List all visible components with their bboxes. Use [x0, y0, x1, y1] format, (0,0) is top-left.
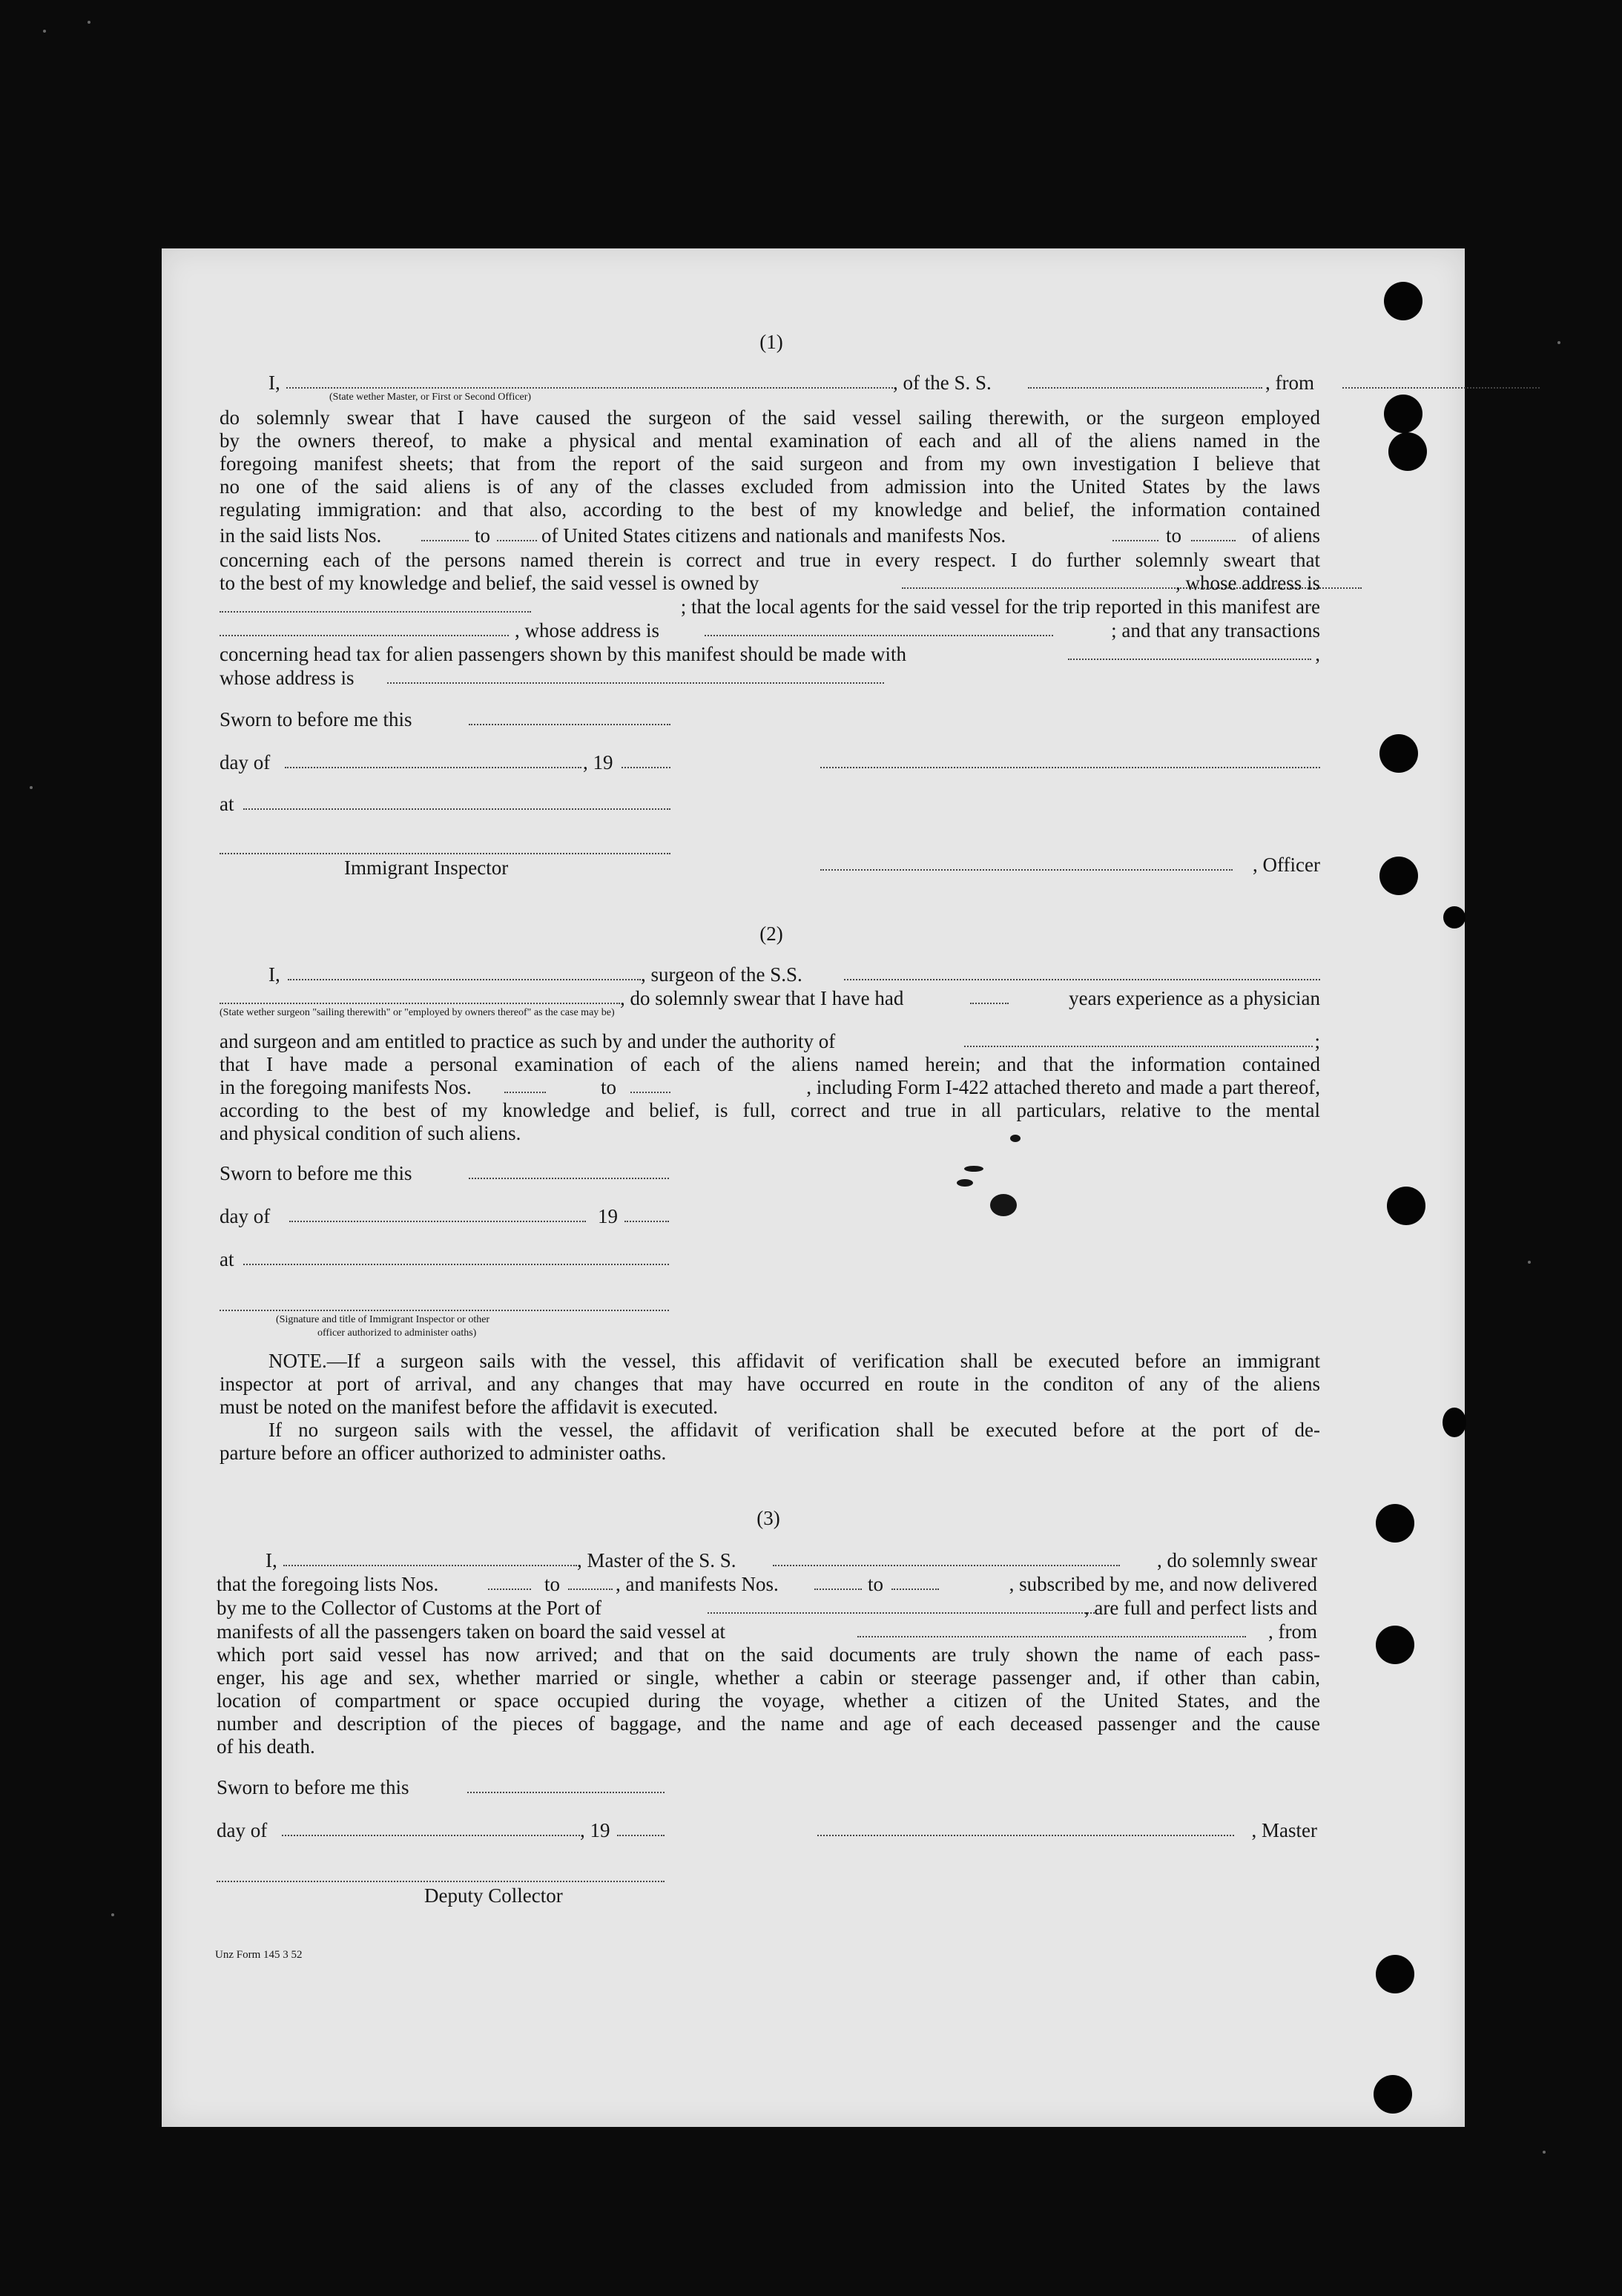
- master-name-field[interactable]: [283, 1559, 577, 1566]
- section-2-number: (2): [759, 923, 783, 945]
- agent-address-line: [220, 618, 1320, 642]
- label-i: I,: [266, 1549, 277, 1571]
- list-to-field[interactable]: [568, 1583, 613, 1590]
- sworn-line: [217, 1775, 1317, 1799]
- to-label: to: [475, 524, 491, 547]
- list-from-field[interactable]: [421, 534, 469, 541]
- day-of-label: day of: [220, 751, 271, 773]
- surgeon-name-field[interactable]: [288, 973, 641, 980]
- scan-speck: [1557, 341, 1560, 344]
- manifest-to-field[interactable]: [630, 1086, 670, 1093]
- manifest-from-field[interactable]: [504, 1086, 546, 1093]
- place-field[interactable]: [243, 1258, 669, 1265]
- vessel-name-field[interactable]: [1028, 381, 1262, 389]
- signature-note-2: officer authorized to administer oaths): [317, 1327, 477, 1339]
- owned-label: to the best of my knowledge and belief, the said vessel is owned by: [220, 572, 759, 594]
- month-field[interactable]: [289, 1215, 586, 1222]
- to-label: to: [1166, 524, 1182, 547]
- manifest-to-field[interactable]: [1191, 534, 1236, 541]
- lists-label: that the foregoing lists Nos.: [217, 1573, 439, 1595]
- place-field[interactable]: [243, 802, 670, 810]
- scan-speck: [1528, 1261, 1531, 1264]
- manifest-to-field[interactable]: [891, 1583, 939, 1590]
- form-label: , including Form I-422 attached thereto and made a part thereof,: [806, 1076, 1320, 1098]
- scan-speck: [1543, 2151, 1546, 2154]
- boarded-label: manifests of all the passengers taken on board the said vessel at: [217, 1620, 726, 1643]
- year-field[interactable]: [624, 1215, 669, 1222]
- sworn-label: Sworn to before me this: [220, 708, 412, 730]
- month-field[interactable]: [282, 1829, 580, 1836]
- address-label: , whose address is: [1176, 572, 1320, 594]
- at-line: [220, 792, 1320, 816]
- body-line: regulating immigration: and that also, according to the best of my knowledge and belief, the information contained: [220, 498, 1320, 521]
- punch-hole: [1388, 432, 1427, 471]
- swear-label: , do solemnly swear: [1157, 1549, 1317, 1571]
- sworn-label: Sworn to before me this: [220, 1162, 412, 1184]
- day-of-line: [220, 1204, 1320, 1228]
- body-line: location of compartment or space occupied during the voyage, whether a citizen of the United States, and the: [217, 1689, 1320, 1712]
- punch-hole: [1379, 734, 1418, 773]
- signature-note-1: (Signature and title of Immigrant Inspector or other: [276, 1314, 490, 1325]
- authority-line: [220, 1029, 1320, 1053]
- punch-hole: [1387, 1187, 1425, 1225]
- surgeon-intro-line: [220, 963, 1320, 986]
- sworn-label: Sworn to before me this: [217, 1776, 409, 1798]
- label-i: I,: [268, 372, 280, 394]
- punch-hole: [1374, 2075, 1412, 2114]
- at-label: at: [220, 1248, 234, 1270]
- official-signature-field[interactable]: [220, 1304, 669, 1311]
- manifest-from-field[interactable]: [814, 1583, 862, 1590]
- lists-line: [217, 1572, 1317, 1596]
- manifests-label: , and manifests Nos.: [616, 1573, 779, 1595]
- body-line: foregoing manifest sheets; that from the report of the said surgeon and from my own investigation I believe that: [220, 452, 1320, 475]
- surgeon-status-field[interactable]: [220, 997, 620, 1004]
- experience-label: years experience as a physician: [1069, 987, 1320, 1009]
- sworn-date-field[interactable]: [469, 718, 670, 725]
- headtax-label: concerning head tax for alien passengers shown by this manifest should be made with: [220, 643, 907, 665]
- scan-speck: [88, 21, 90, 24]
- at-label: at: [220, 793, 234, 815]
- scan-speck: [43, 30, 46, 33]
- headtax-agent-field[interactable]: [1068, 653, 1311, 660]
- officer-name-field[interactable]: [286, 381, 893, 389]
- officer-note: (State wether Master, or First or Second Officer): [329, 392, 532, 403]
- edge-tab: [1443, 906, 1466, 928]
- note-line: If no surgeon sails with the vessel, the affidavit of verification shall be executed before at the port of de-: [268, 1419, 1320, 1441]
- body-line: which port said vessel has now arrived; and that on the said documents are truly shown the name of each pass-: [217, 1643, 1320, 1666]
- edge-tab: [1443, 1408, 1466, 1437]
- officer-line: [220, 853, 1320, 877]
- punch-hole: [1384, 282, 1422, 320]
- master-label: , Master: [1251, 1819, 1317, 1841]
- day-of-label: day of: [220, 1205, 271, 1227]
- collector-label-line: [217, 1881, 1317, 1907]
- section-1-number: (1): [759, 331, 783, 353]
- note-line: parture before an officer authorized to administer oaths.: [220, 1442, 667, 1464]
- label-from: , from: [1265, 372, 1314, 394]
- body-line: and physical condition of such aliens.: [220, 1122, 521, 1144]
- vessel-name-field[interactable]: [773, 1559, 1120, 1566]
- punch-hole: [1384, 395, 1422, 433]
- officer-signature-line[interactable]: [820, 863, 1233, 871]
- agent-address-field[interactable]: [705, 629, 1053, 636]
- owned-line: [220, 571, 1320, 595]
- section-3-number: (3): [756, 1507, 780, 1529]
- lists-line: [220, 524, 1320, 547]
- master-of-label: , Master of the S. S.: [577, 1549, 736, 1571]
- punch-hole: [1376, 1955, 1414, 1993]
- boarded-line: [217, 1620, 1317, 1643]
- to-label: to: [544, 1573, 561, 1595]
- aliens-label: of aliens: [1251, 524, 1320, 547]
- authority-field[interactable]: [964, 1040, 1313, 1047]
- port-field[interactable]: [708, 1606, 1095, 1614]
- body-line: according to the best of my knowledge and belief, is full, correct and true in all particulars, relative to the mental: [220, 1099, 1320, 1121]
- body-line: enger, his age and sex, whether married or single, whether a cabin or steerage passenger and, if other than cabin,: [217, 1666, 1320, 1689]
- master-signature-field[interactable]: [817, 1829, 1234, 1836]
- label-i: I,: [268, 963, 280, 986]
- list-to-field[interactable]: [497, 534, 537, 541]
- scan-speck: [30, 786, 33, 789]
- agents-line: [220, 595, 1320, 618]
- master-intro-line: [217, 1548, 1317, 1572]
- body-line: no one of the said aliens is of any of the classes excluded from admission into the United States by the laws: [220, 475, 1320, 498]
- comma: ,: [1315, 643, 1320, 665]
- manifests-label: in the foregoing manifests Nos.: [220, 1076, 472, 1098]
- scan-speck: [111, 1913, 114, 1916]
- inspector-label: Immigrant Inspector: [344, 857, 509, 879]
- surgeon-of-label: , surgeon of the S.S.: [641, 963, 802, 986]
- whose-address-line: [220, 666, 1320, 690]
- collector-label: by me to the Collector of Customs at the Port of: [217, 1597, 601, 1619]
- body-line: by the owners thereof, to make a physical and mental examination of each and all of the aliens named in the: [220, 429, 1320, 452]
- address-label: whose address is: [220, 667, 355, 689]
- vessel-name-field[interactable]: [844, 973, 1320, 980]
- sworn-line: [220, 707, 1320, 731]
- from-label: , from: [1268, 1620, 1317, 1643]
- officer-label: , Officer: [1253, 854, 1320, 876]
- owner-address-field[interactable]: [220, 605, 531, 613]
- sworn-date-field[interactable]: [469, 1172, 669, 1179]
- deputy-collector-label: Deputy Collector: [424, 1884, 563, 1907]
- swear-label: , do solemnly swear that I have had: [620, 987, 904, 1009]
- note-line: NOTE.—If a surgeon sails with the vessel, this affidavit of verification shall be executed before an immigrant: [268, 1350, 1320, 1372]
- day-of-label: day of: [217, 1819, 268, 1841]
- note-line: must be noted on the manifest before the affidavit is executed.: [220, 1396, 719, 1418]
- port-from-field[interactable]: [1342, 381, 1540, 389]
- list-from-field[interactable]: [488, 1583, 531, 1590]
- body-line: do solemnly swear that I have caused the surgeon of the said vessel sailing therewith, or the surgeon employed: [220, 406, 1320, 429]
- form-number: Unz Form 145 3 52: [215, 1949, 303, 1961]
- officer-signature-field[interactable]: [820, 761, 1320, 768]
- headtax-line: [220, 642, 1320, 666]
- lists-label: in the said lists Nos.: [220, 524, 382, 547]
- headtax-address-field[interactable]: [387, 676, 884, 684]
- at-line: [220, 1247, 1320, 1271]
- manifest-from-field[interactable]: [1112, 534, 1158, 541]
- sworn-line: [220, 1161, 1320, 1185]
- to-label: to: [868, 1573, 884, 1595]
- perfect-lists-label: , are full and perfect lists and: [1084, 1597, 1317, 1619]
- body-line: concerning each of the persons named therein is correct and true in every respect. I do further solemnly sweart that: [220, 549, 1320, 571]
- year-field[interactable]: [622, 761, 670, 768]
- to-label: to: [601, 1076, 617, 1098]
- body-line: number and description of the pieces of baggage, and the name and age of each deceased passenger and the cause: [217, 1712, 1320, 1735]
- agents-field[interactable]: [220, 629, 509, 636]
- lists-label-2: of United States citizens and nationals and manifests Nos.: [541, 524, 1006, 547]
- sworn-date-field[interactable]: [467, 1786, 665, 1793]
- day-of-line: [220, 751, 1320, 774]
- punch-hole: [1379, 857, 1418, 895]
- address-label: , whose address is: [515, 619, 659, 641]
- body-line: of his death.: [217, 1735, 315, 1758]
- years-field[interactable]: [970, 997, 1009, 1004]
- year-field[interactable]: [617, 1829, 665, 1836]
- surgeon-note: (State wether surgeon "sailing therewith" or "employed by owners thereof" as the case may be): [220, 1007, 615, 1018]
- month-field[interactable]: [285, 761, 581, 768]
- agents-label: ; that the local agents for the said vessel for the trip reported in this manifest are: [680, 596, 1320, 618]
- punch-hole: [1376, 1626, 1414, 1664]
- day-of-line: [217, 1818, 1317, 1842]
- collector-line: [217, 1596, 1317, 1620]
- year-prefix: , 19: [580, 1819, 610, 1841]
- transactions-label: ; and that any transactions: [1111, 619, 1320, 641]
- departure-port-field[interactable]: [857, 1630, 1246, 1637]
- subscribed-label: , subscribed by me, and now delivered: [1009, 1573, 1317, 1595]
- year-prefix: , 19: [583, 751, 613, 773]
- authority-label: and surgeon and am entitled to practice as such by and under the authority of: [220, 1030, 836, 1052]
- year-prefix: 19: [598, 1205, 618, 1227]
- body-line: that I have made a personal examination of each of the aliens named herein; and that the information contained: [220, 1053, 1320, 1075]
- note-line: inspector at port of arrival, and any changes that may have occurred en route in the conditon of any of the aliens: [220, 1373, 1320, 1395]
- label-of-ss: , of the S. S.: [893, 372, 992, 394]
- semicolon: ;: [1314, 1030, 1320, 1052]
- manifests-line: [220, 1075, 1320, 1099]
- punch-hole: [1376, 1504, 1414, 1543]
